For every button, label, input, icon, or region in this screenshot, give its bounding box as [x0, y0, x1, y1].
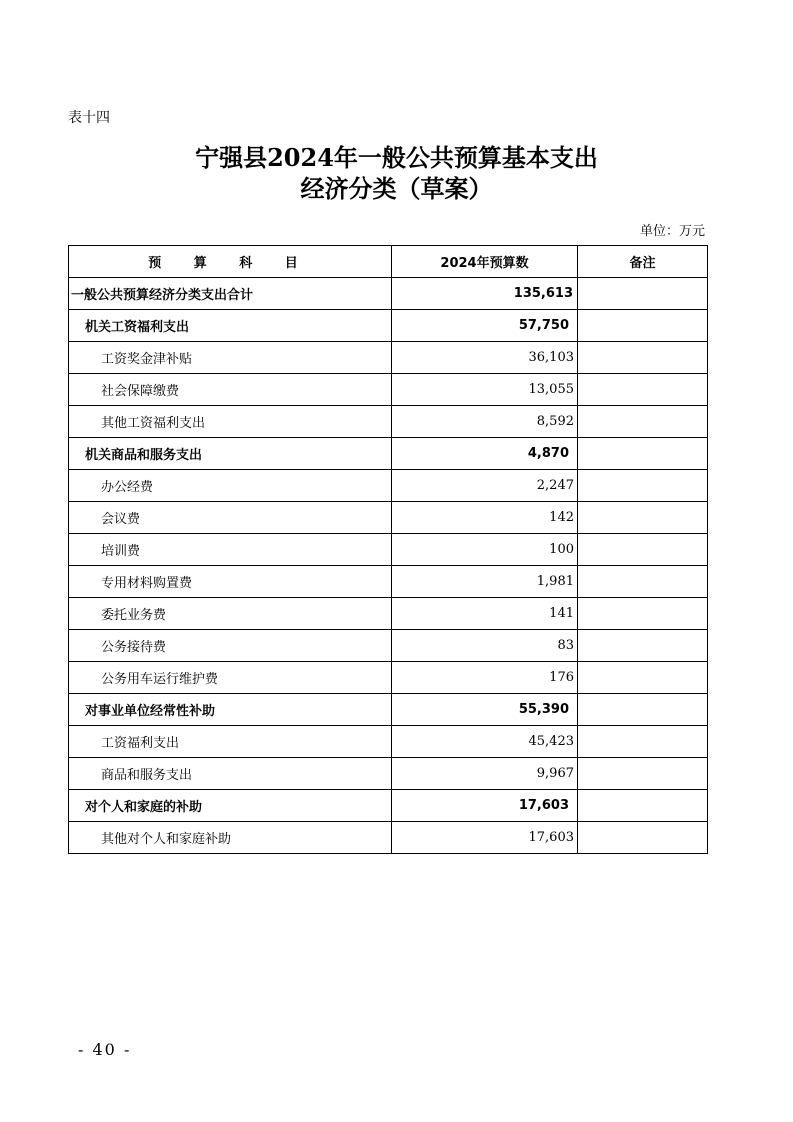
budget-table [68, 245, 708, 854]
table-row [69, 470, 708, 502]
row-remark [578, 694, 708, 726]
row-value: 9,967 [392, 758, 578, 790]
row-name: 委托业务费 [69, 598, 392, 630]
row-name: 会议费 [69, 502, 392, 534]
row-name: 办公经费 [69, 470, 392, 502]
table-row [69, 822, 708, 854]
row-value: 141 [392, 598, 578, 630]
row-value: 17,603 [392, 790, 578, 822]
row-remark [578, 310, 708, 342]
table-row [69, 726, 708, 758]
row-value: 57,750 [392, 310, 578, 342]
row-remark [578, 502, 708, 534]
row-remark [578, 758, 708, 790]
row-remark [578, 342, 708, 374]
row-name: 工资奖金津补贴 [69, 342, 392, 374]
row-value: 17,603 [392, 822, 578, 854]
table-row [69, 694, 708, 726]
row-name: 公务接待费 [69, 630, 392, 662]
row-remark [578, 822, 708, 854]
row-value: 13,055 [392, 374, 578, 406]
row-name: 机关工资福利支出 [69, 310, 392, 342]
table-row [69, 566, 708, 598]
table-number-label: 表十四 [68, 110, 110, 126]
table-row [69, 406, 708, 438]
unit-label: 单位：万元 [639, 224, 705, 239]
row-remark [578, 406, 708, 438]
row-remark [578, 278, 708, 310]
row-name: 其他对个人和家庭补助 [69, 822, 392, 854]
row-name: 一般公共预算经济分类支出合计 [69, 278, 392, 310]
row-name: 专用材料购置费 [69, 566, 392, 598]
row-value: 4,870 [392, 438, 578, 470]
document-title-line-1: 宁强县2024年一般公共预算基本支出 [195, 143, 598, 172]
row-remark [578, 534, 708, 566]
table-row [69, 534, 708, 566]
table-header-row [69, 246, 708, 278]
row-name: 其他工资福利支出 [69, 406, 392, 438]
row-remark [578, 470, 708, 502]
table-row [69, 790, 708, 822]
row-value: 36,103 [392, 342, 578, 374]
table-row [69, 438, 708, 470]
row-name: 培训费 [69, 534, 392, 566]
table-row [69, 374, 708, 406]
row-value: 2,247 [392, 470, 578, 502]
table-row [69, 278, 708, 310]
row-value: 1,981 [392, 566, 578, 598]
page-number: - 40 - [78, 1040, 132, 1059]
row-name: 商品和服务支出 [69, 758, 392, 790]
table-row [69, 310, 708, 342]
row-name: 对个人和家庭的补助 [69, 790, 392, 822]
row-remark [578, 438, 708, 470]
row-remark [578, 598, 708, 630]
row-name: 对事业单位经常性补助 [69, 694, 392, 726]
header-subject: 预 算 科 目 [69, 246, 392, 278]
row-remark [578, 662, 708, 694]
row-name: 机关商品和服务支出 [69, 438, 392, 470]
document-title-line-2: 经济分类（草案） [300, 174, 493, 203]
header-remark: 备注 [578, 246, 708, 278]
row-value: 8,592 [392, 406, 578, 438]
row-value: 100 [392, 534, 578, 566]
row-remark [578, 566, 708, 598]
row-remark [578, 790, 708, 822]
table-row [69, 598, 708, 630]
row-value: 135,613 [392, 278, 578, 310]
header-budget: 2024年预算数 [392, 246, 578, 278]
row-name: 社会保障缴费 [69, 374, 392, 406]
row-value: 83 [392, 630, 578, 662]
row-name: 公务用车运行维护费 [69, 662, 392, 694]
row-remark [578, 630, 708, 662]
row-remark [578, 726, 708, 758]
row-value: 176 [392, 662, 578, 694]
row-value: 142 [392, 502, 578, 534]
table-row [69, 630, 708, 662]
table-row [69, 758, 708, 790]
row-value: 45,423 [392, 726, 578, 758]
table-row [69, 662, 708, 694]
table-row [69, 502, 708, 534]
row-name: 工资福利支出 [69, 726, 392, 758]
table-row [69, 342, 708, 374]
row-remark [578, 374, 708, 406]
row-value: 55,390 [392, 694, 578, 726]
